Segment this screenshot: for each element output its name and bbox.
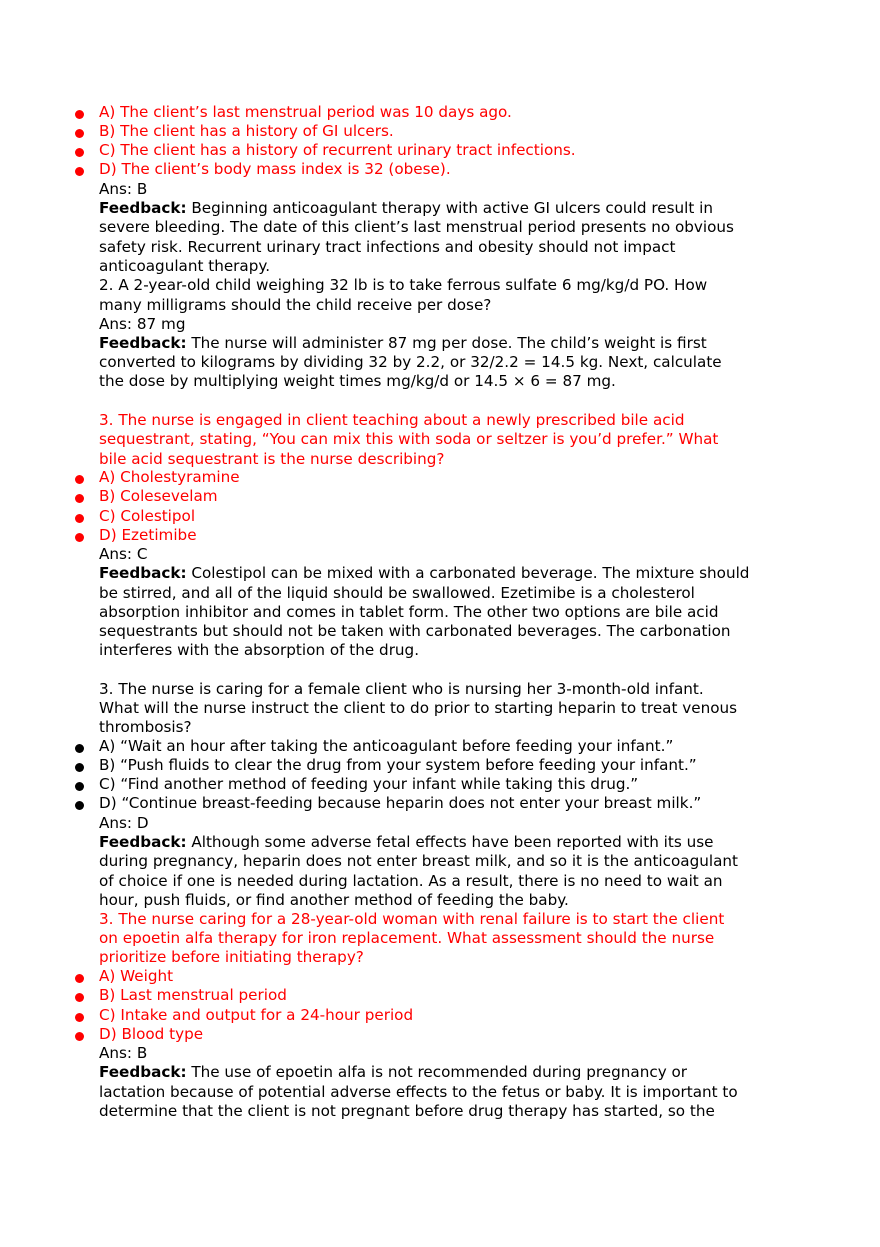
q3-feedback-line-4: sequestrants but should not be taken with carbonated beverages. The carbonation bbox=[99, 622, 731, 640]
q3-question-line-1: 3. The nurse is engaged in client teaching about a newly prescribed bile acid bbox=[99, 411, 685, 429]
q4-question-line-1: 3. The nurse is caring for a female client who is nursing her 3-month-old infant. bbox=[99, 680, 704, 698]
q4-question-line-3: thrombosis? bbox=[99, 718, 192, 736]
bullet-icon bbox=[75, 475, 84, 484]
q3-feedback-line-1: Feedback: Colestipol can be mixed with a carbonated beverage. The mixture should bbox=[99, 564, 750, 582]
q4-feedback-line-4: hour, push fluids, or find another method of feeding the baby. bbox=[99, 891, 569, 909]
q2-question-line-2: many milligrams should the child receive per dose? bbox=[99, 296, 492, 314]
q1-option-c: C) The client has a history of recurrent urinary tract infections. bbox=[99, 141, 576, 159]
q5-feedback-line-2: lactation because of potential adverse effects to the fetus or baby. It is important to bbox=[99, 1083, 738, 1101]
feedback-label: Feedback: bbox=[99, 564, 187, 582]
q5-feedback-line-1: Feedback: The use of epoetin alfa is not recommended during pregnancy or bbox=[99, 1063, 688, 1081]
bullet-icon bbox=[75, 148, 84, 157]
feedback-label: Feedback: bbox=[99, 334, 187, 352]
q5-feedback-line-3: determine that the client is not pregnant before drug therapy has started, so the bbox=[99, 1102, 715, 1120]
q2-feedback-line-1: Feedback: The nurse will administer 87 mg per dose. The child’s weight is first bbox=[99, 334, 707, 352]
q3-option-d: D) Ezetimibe bbox=[99, 526, 197, 544]
q5-question-line-2: on epoetin alfa therapy for iron replacement. What assessment should the nurse bbox=[99, 929, 715, 947]
bullet-icon bbox=[75, 129, 84, 138]
bullet-icon bbox=[75, 167, 84, 176]
q5-option-a: A) Weight bbox=[99, 967, 174, 985]
q5-question-line-1: 3. The nurse caring for a 28-year-old woman with renal failure is to start the client bbox=[99, 910, 725, 928]
q5-option-c: C) Intake and output for a 24-hour period bbox=[99, 1006, 414, 1024]
q2-answer: Ans: 87 mg bbox=[99, 315, 186, 333]
q5-question-line-3: prioritize before initiating therapy? bbox=[99, 948, 364, 966]
q3-option-c: C) Colestipol bbox=[99, 507, 196, 525]
bullet-icon bbox=[75, 801, 84, 810]
q1-option-d: D) The client’s body mass index is 32 (obese). bbox=[99, 160, 451, 178]
bullet-icon bbox=[75, 763, 84, 772]
q3-option-b: B) Colesevelam bbox=[99, 487, 218, 505]
q4-question-line-2: What will the nurse instruct the client to do prior to starting heparin to treat venous bbox=[99, 699, 738, 717]
bullet-icon bbox=[75, 974, 84, 983]
bullet-icon bbox=[75, 744, 84, 753]
bullet-icon bbox=[75, 782, 84, 791]
q3-option-a: A) Cholestyramine bbox=[99, 468, 240, 486]
bullet-icon bbox=[75, 1013, 84, 1022]
bullet-icon bbox=[75, 1032, 84, 1041]
feedback-label: Feedback: bbox=[99, 1063, 187, 1081]
bullet-icon bbox=[75, 514, 84, 523]
q1-option-a: A) The client’s last menstrual period was 10 days ago. bbox=[99, 103, 512, 121]
feedback-label: Feedback: bbox=[99, 833, 187, 851]
bullet-icon bbox=[75, 533, 84, 542]
q1-feedback-line-1: Feedback: Beginning anticoagulant therapy with active GI ulcers could result in bbox=[99, 199, 713, 217]
q5-option-d: D) Blood type bbox=[99, 1025, 204, 1043]
q2-feedback-line-2: converted to kilograms by dividing 32 by 2.2, or 32/2.2 = 14.5 kg. Next, calculate bbox=[99, 353, 722, 371]
bullet-icon bbox=[75, 110, 84, 119]
q1-feedback-line-3: safety risk. Recurrent urinary tract infections and obesity should not impact bbox=[99, 238, 676, 256]
q4-option-d: D) “Continue breast-feeding because heparin does not enter your breast milk.” bbox=[99, 794, 702, 812]
q3-feedback-line-5: interferes with the absorption of the drug. bbox=[99, 641, 420, 659]
q1-option-b: B) The client has a history of GI ulcers. bbox=[99, 122, 394, 140]
q3-feedback-line-2: be stirred, and all of the liquid should be swallowed. Ezetimibe is a cholesterol bbox=[99, 584, 695, 602]
q1-feedback-line-2: severe bleeding. The date of this client’s last menstrual period presents no obvious bbox=[99, 218, 734, 236]
q3-answer: Ans: C bbox=[99, 545, 148, 563]
q4-option-a: A) “Wait an hour after taking the anticoagulant before feeding your infant.” bbox=[99, 737, 674, 755]
q2-question-line-1: 2. A 2-year-old child weighing 32 lb is to take ferrous sulfate 6 mg/kg/d PO. How bbox=[99, 276, 708, 294]
q4-option-b: B) “Push fluids to clear the drug from your system before feeding your infant.” bbox=[99, 756, 697, 774]
q4-feedback-line-1: Feedback: Although some adverse fetal effects have been reported with its use bbox=[99, 833, 714, 851]
q3-feedback-line-3: absorption inhibitor and comes in tablet form. The other two options are bile acid bbox=[99, 603, 719, 621]
q4-option-c: C) “Find another method of feeding your infant while taking this drug.” bbox=[99, 775, 639, 793]
q4-answer: Ans: D bbox=[99, 814, 149, 832]
bullet-icon bbox=[75, 494, 84, 503]
q3-question-line-3: bile acid sequestrant is the nurse describing? bbox=[99, 450, 445, 468]
q5-answer: Ans: B bbox=[99, 1044, 148, 1062]
feedback-label: Feedback: bbox=[99, 199, 187, 217]
q3-question-line-2: sequestrant, stating, “You can mix this with soda or seltzer is you’d prefer.” What bbox=[99, 430, 719, 448]
q4-feedback-line-2: during pregnancy, heparin does not enter breast milk, and so it is the anticoagulant bbox=[99, 852, 738, 870]
q5-option-b: B) Last menstrual period bbox=[99, 986, 287, 1004]
bullet-icon bbox=[75, 993, 84, 1002]
q1-feedback-line-4: anticoagulant therapy. bbox=[99, 257, 271, 275]
q4-feedback-line-3: of choice if one is needed during lactation. As a result, there is no need to wait an bbox=[99, 872, 723, 890]
q1-answer: Ans: B bbox=[99, 180, 148, 198]
q2-feedback-line-3: the dose by multiplying weight times mg/kg/d or 14.5 × 6 = 87 mg. bbox=[99, 372, 616, 390]
